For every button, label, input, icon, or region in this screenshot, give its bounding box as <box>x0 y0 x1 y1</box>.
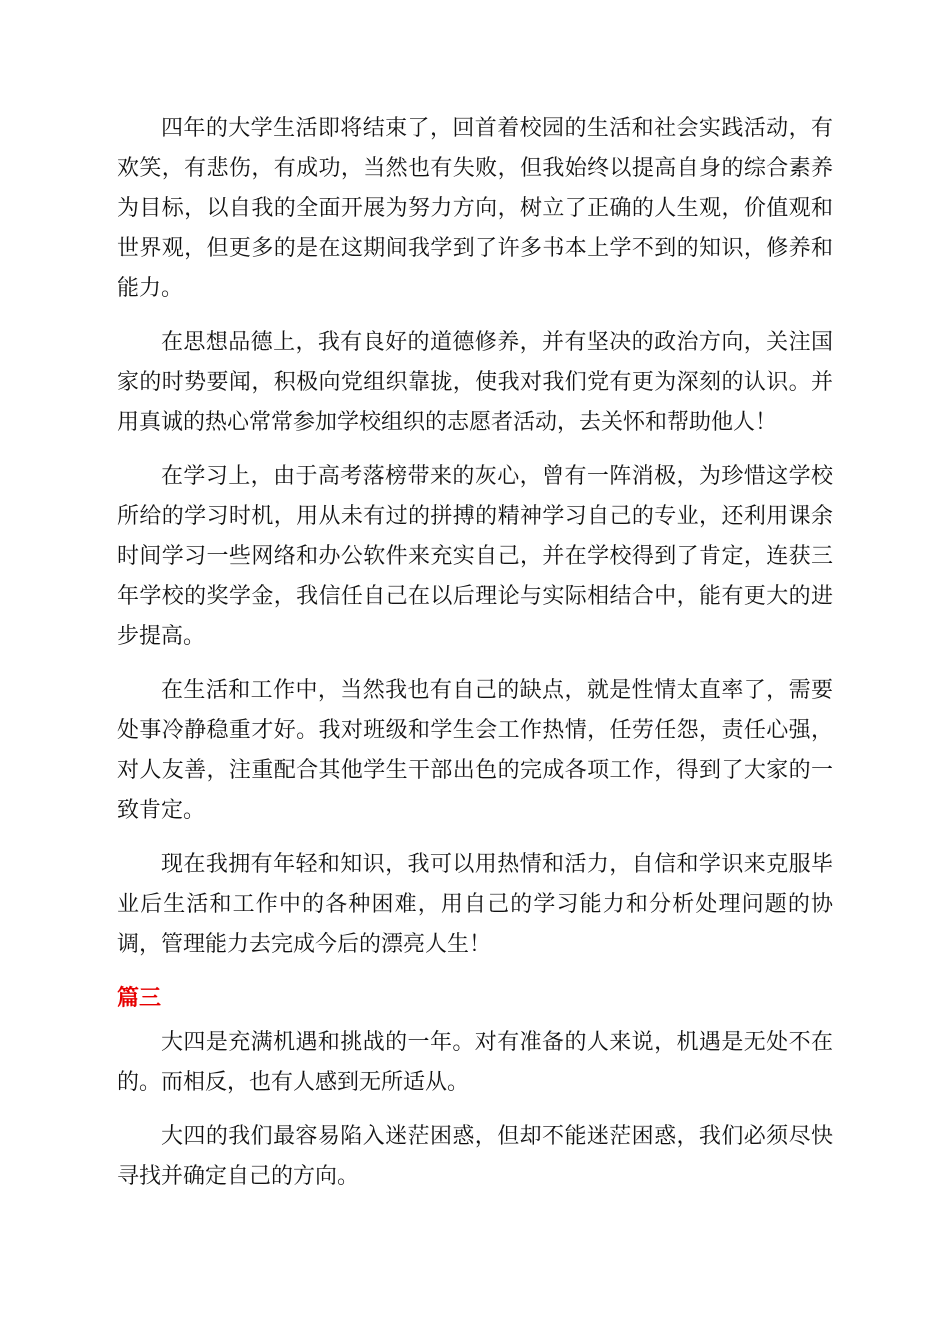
paragraph: 现在我拥有年轻和知识，我可以用热情和活力，自信和学识来克服毕业后生活和工作中的各种困难，用自己的学习能力和分析处理问题的协调，管理能力去完成今后的漂亮人生！ <box>117 852 833 957</box>
section-heading: 篇三 <box>117 986 162 1011</box>
paragraph: 在思想品德上，我有良好的道德修养，并有坚决的政治方向，关注国家的时势要闻，积极向党组织靠拢，使我对我们党有更为深刻的认识。并用真诚的热心常常参加学校组织的志愿者活动，去关怀和帮助他人！ <box>117 330 833 435</box>
paragraph: 四年的大学生活即将结束了，回首着校园的生活和社会实践活动，有欢笑，有悲伤，有成功，当然也有失败，但我始终以提高自身的综合素养为目标，以自我的全面开展为努力方向，树立了正确的人生观，价值观和世界观，但更多的是在这期间我学到了许多书本上学不到的知识，修养和能力。 <box>117 116 833 301</box>
paragraph: 在生活和工作中，当然我也有自己的缺点，就是性情太直率了，需要处事冷静稳重才好。我对班级和学生会工作热情，任劳任怨，责任心强，对人友善，注重配合其他学生干部出色的完成各项工作，得到了大家的一致肯定。 <box>117 678 833 823</box>
paragraph: 大四的我们最容易陷入迷茫困惑，但却不能迷茫困惑，我们必须尽快寻找并确定自己的方向。 <box>117 1124 833 1189</box>
paragraph: 在学习上，由于高考落榜带来的灰心，曾有一阵消极，为珍惜这学校所给的学习时机，用从未有过的拼搏的精神学习自己的专业，还利用课余时间学习一些网络和办公软件来充实自己，并在学校得到了肯定，连获三年学校的奖学金，我信任自己在以后理论与实际相结合中，能有更大的进步提高。 <box>117 464 833 649</box>
document-body <box>117 109 833 1211</box>
paragraph: 大四是充满机遇和挑战的一年。对有准备的人来说，机遇是无处不在的。而相反，也有人感到无所适从。 <box>117 1030 833 1095</box>
